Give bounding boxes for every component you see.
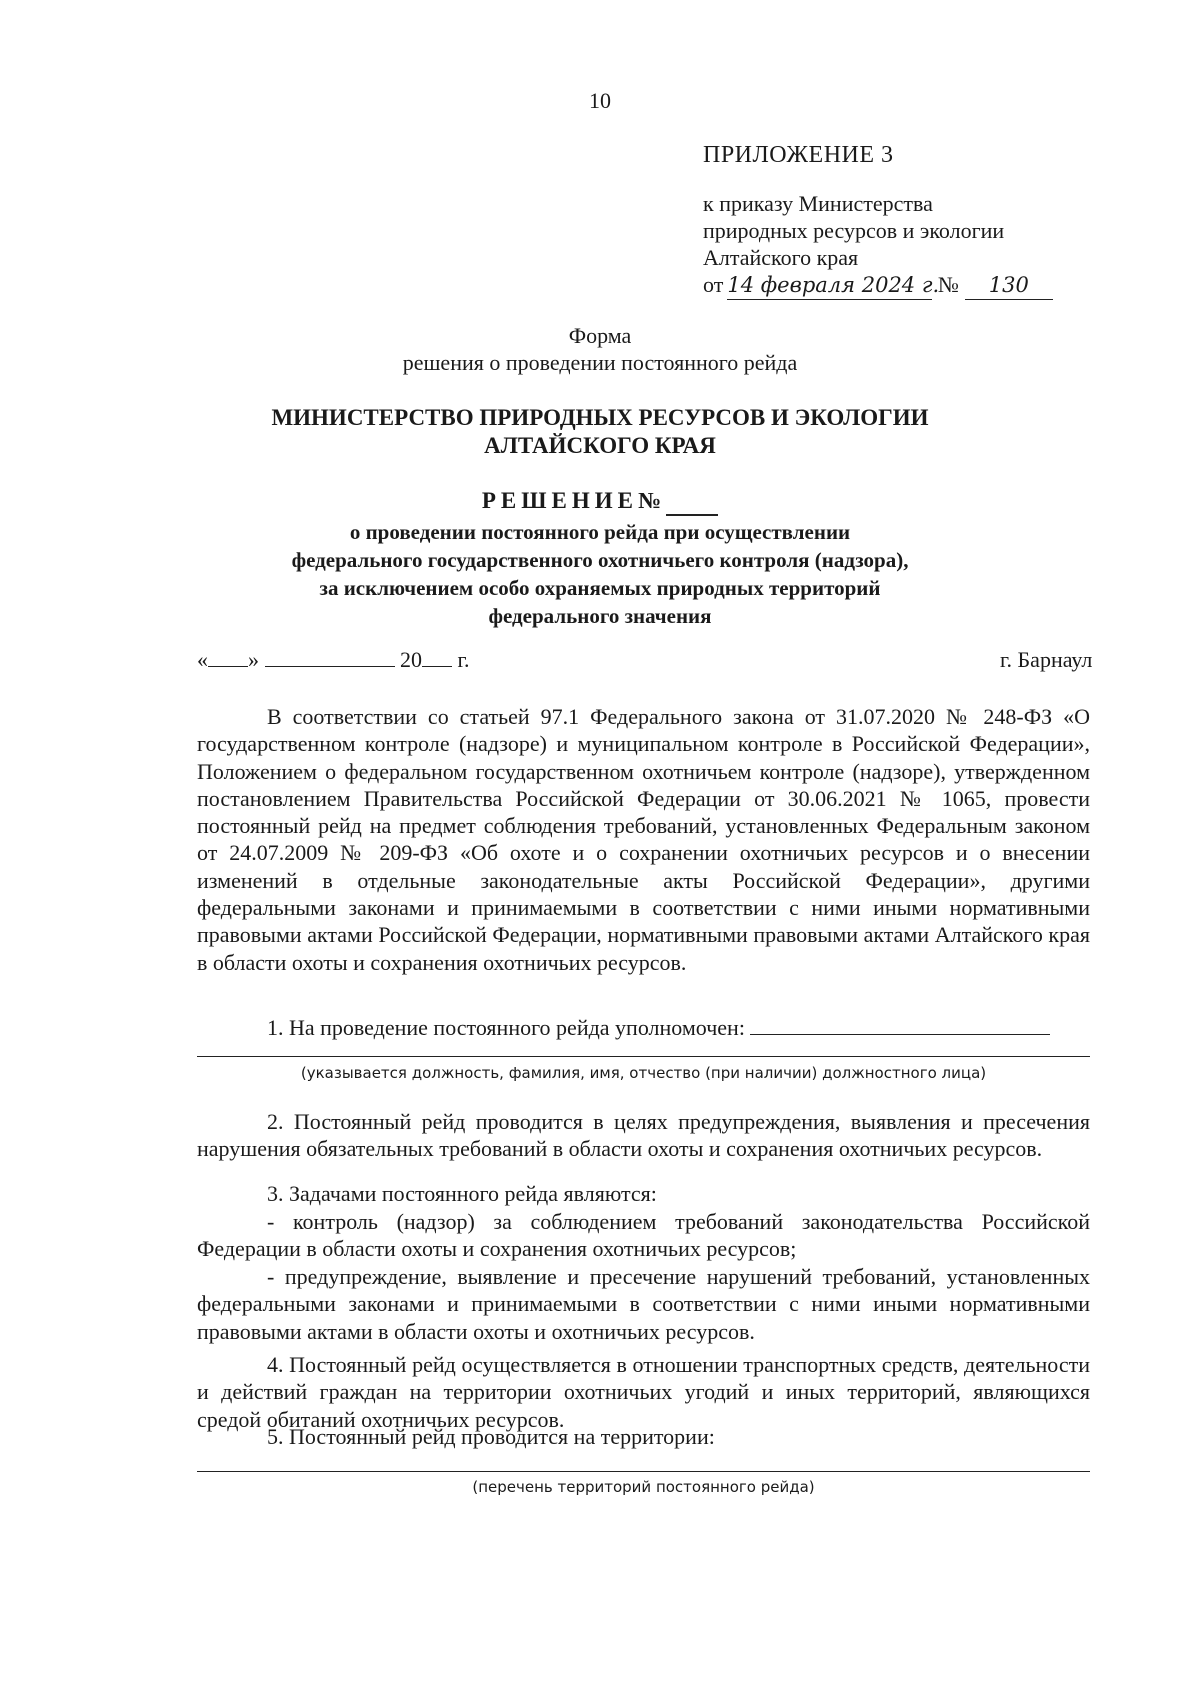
- ministry-heading: [0, 404, 1200, 460]
- item-1-text: 1. На проведение постоянного рейда уполномочен:: [267, 1015, 745, 1040]
- order-date-number-line: [703, 271, 1053, 300]
- decision-subject-line-3: за исключением особо охраняемых природных территорий: [319, 576, 881, 600]
- item-1: [197, 1014, 1090, 1041]
- decision-title-text: РЕШЕНИЕ№: [481, 488, 667, 513]
- city: г. Барнаул: [1000, 647, 1093, 672]
- page-number: 10: [589, 88, 611, 113]
- year-prefix: 20: [400, 647, 422, 672]
- order-line-1: к приказу Министерства: [703, 191, 933, 216]
- ministry-line-1: МИНИСТЕРСТВО ПРИРОДНЫХ РЕСУРСОВ И ЭКОЛОГИИ: [271, 405, 929, 430]
- authorized-person-blank: [750, 1016, 1050, 1035]
- item-2: 2. Постоянный рейд проводится в целях предупреждения, выявления и пресечения нарушения обязательных требований в области охоты и сохранения охотничьих ресурсов.: [197, 1109, 1090, 1162]
- ministry-line-2: АЛТАЙСКОГО КРАЯ: [484, 433, 716, 458]
- item-3-task-1: - контроль (надзор) за соблюдением требований законодательства Российской Федерации в области охоты и сохранения охотничьих ресурсов;: [197, 1209, 1090, 1262]
- territory-list-line: [197, 1471, 1090, 1472]
- item-3-task-2: - предупреждение, выявление и пресечение нарушений требований, установленных федеральными законами и принимаемыми в соответствии с ними иными нормативными правовыми актами в области охоты и охотничьих ресурсов.: [197, 1264, 1090, 1344]
- year-blank: [422, 648, 452, 667]
- authorized-person-note: (указывается должность, фамилия, имя, отчество (при наличии) должностного лица): [300, 1064, 987, 1082]
- handwritten-number: 130: [965, 272, 1053, 300]
- item-4: 4. Постоянный рейд осуществляется в отношении транспортных средств, деятельности и действий граждан на территории охотничьих угодий и иных территорий, являющихся средой обитаний охотничьих ресурсов.: [197, 1352, 1090, 1432]
- from-label: от: [703, 272, 724, 297]
- open-quote: «: [197, 647, 208, 672]
- decision-number-blank: [666, 488, 718, 516]
- order-line-3: Алтайского края: [703, 245, 859, 270]
- authorized-person-line: [197, 1056, 1090, 1057]
- item-3-title: 3. Задачами постоянного рейда являются:: [267, 1181, 657, 1206]
- decision-title: [0, 488, 1200, 516]
- decision-subject: [0, 518, 1200, 630]
- item-5: 5. Постоянный рейд проводится на территории:: [267, 1424, 715, 1449]
- intro-paragraph: В соответствии со статьей 97.1 Федерального закона от 31.07.2020 № 248-ФЗ «О государственном контроле (надзоре) и муниципальном контроле в Российской Федерации», Положением о федеральном государственном охотничьем контроле (надзоре), утвержденном постановлением Правительства Российской Федерации от 30.06.2021 № 1065, провести постоянный рейд на предмет соблюдения требований, установленных Федеральным законом от 24.07.2009 № 209-ФЗ «Об охоте и о сохранении охотничьих ресурсов и о внесении изменений в отдельные законодательные акты Российской Федерации», другими федеральными законами и принимаемыми в соответствии с ними иными нормативными правовыми актами Российской Федерации, нормативными правовыми актами Алтайского края в области охоты и сохранения охотничьих ресурсов.: [197, 704, 1090, 975]
- close-quote: »: [248, 647, 259, 672]
- handwritten-date: 14 февраля 2024 г.: [727, 272, 932, 300]
- order-line-2: природных ресурсов и экологии: [703, 218, 1005, 243]
- form-label: Форма: [568, 323, 632, 348]
- territory-list-note: (перечень территорий постоянного рейда): [472, 1478, 815, 1496]
- month-blank: [265, 648, 395, 667]
- form-subtitle: решения о проведении постоянного рейда: [402, 350, 798, 375]
- order-reference: [703, 190, 1053, 300]
- decision-subject-line-1: о проведении постоянного рейда при осуществлении: [349, 520, 851, 544]
- decision-subject-line-4: федерального значения: [488, 604, 712, 628]
- date-line: [197, 647, 470, 673]
- decision-subject-line-2: федерального государственного охотничьего контроля (надзора),: [291, 548, 909, 572]
- year-suffix: г.: [457, 647, 470, 672]
- appendix-title: ПРИЛОЖЕНИЕ 3: [703, 142, 894, 168]
- number-label: №: [937, 272, 959, 297]
- day-blank: [208, 648, 248, 667]
